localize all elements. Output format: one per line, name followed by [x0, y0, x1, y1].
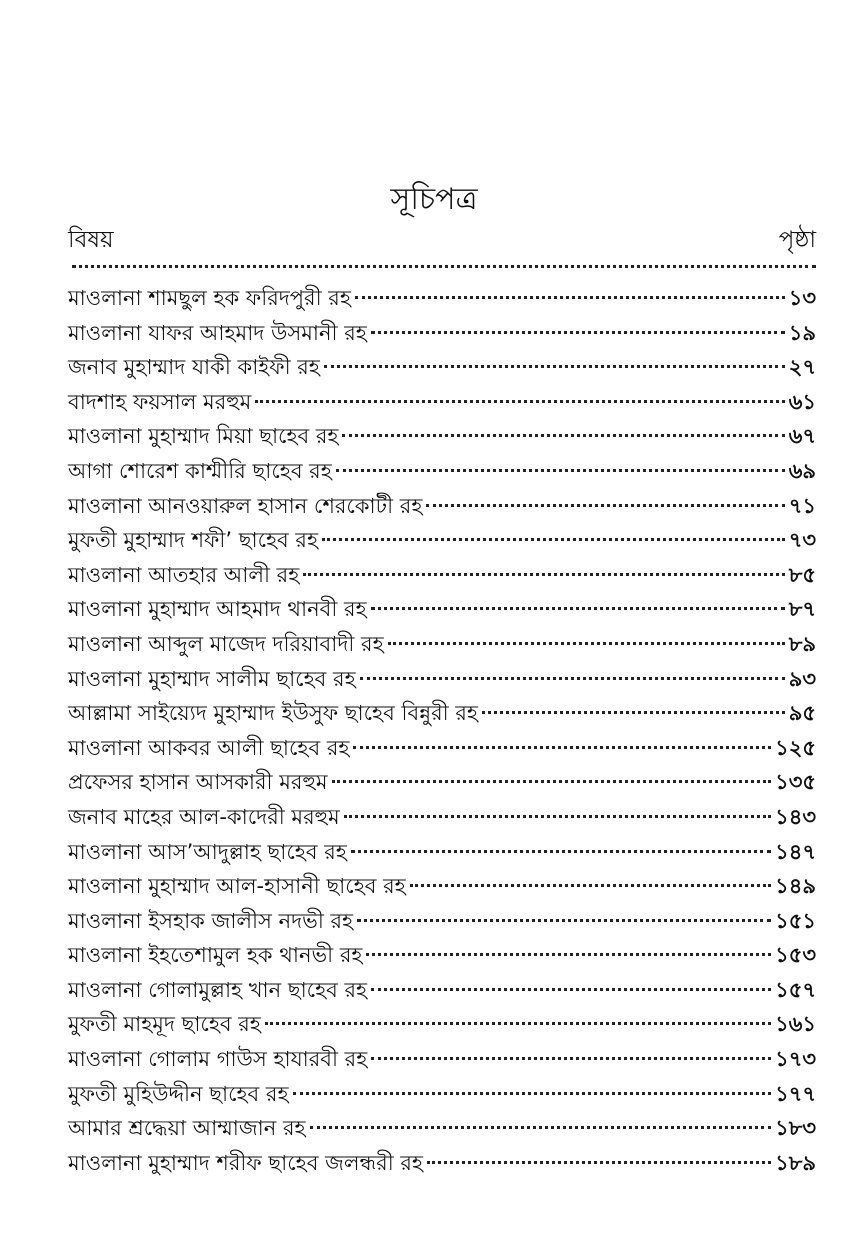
toc-entry-page-number: ৮৫ — [788, 562, 816, 587]
dot-leader — [255, 400, 784, 403]
dot-leader — [353, 746, 771, 749]
table-of-contents — [68, 281, 816, 1180]
toc-entry-title: আমার শ্রদ্ধেয়া আম্মাজান রহ — [68, 1116, 306, 1141]
toc-entry — [68, 523, 816, 558]
dot-leader — [342, 434, 784, 437]
toc-header — [68, 220, 816, 260]
toc-entry-page-number: ১৭৭ — [775, 1081, 816, 1106]
dot-leader — [293, 1092, 772, 1095]
toc-entry-page-number: ২৭ — [788, 355, 816, 380]
dot-leader — [427, 1161, 771, 1164]
toc-entry-title: মুফতী মুহিউদ্দীন ছাহেব রহ — [68, 1081, 289, 1106]
toc-entry-page-number: ৬৯ — [788, 458, 816, 483]
toc-entry-page-number: ১৪৯ — [775, 874, 816, 899]
toc-entry-page-number: ১৩ — [788, 286, 816, 310]
toc-entry — [68, 558, 816, 593]
toc-entry-title: মাওলানা শামছুল হক ফরিদপুরী রহ — [68, 286, 351, 310]
toc-entry-title: মাওলানা যাফর আহমাদ উসমানী রহ — [68, 320, 367, 345]
dot-leader — [310, 1126, 772, 1129]
toc-entry — [68, 627, 816, 662]
toc-entry — [68, 385, 816, 420]
toc-entry-title: মাওলানা মুহাম্মাদ আহমাদ থানবী রহ — [68, 597, 367, 622]
toc-entry-title: প্রফেসর হাসান আসকারী মরহুম — [68, 770, 328, 795]
toc-entry-page-number: ৮৭ — [788, 597, 816, 622]
toc-entry — [68, 800, 816, 835]
dot-leader — [357, 919, 771, 922]
toc-entry-title: মাওলানা গোলামুল্লাহ খান ছাহেব রহ — [68, 977, 368, 1002]
dot-leader — [303, 573, 784, 576]
toc-entry — [68, 1111, 816, 1146]
toc-entry-title: মাওলানা আব্দুল মাজেদ দরিয়াবাদী রহ — [68, 631, 384, 656]
dot-leader — [388, 642, 785, 645]
toc-entry-title: আল্লামা সাইয়্যেদ মুহাম্মাদ ইউসুফ ছাহেব বিন্নুরী রহ — [68, 701, 478, 726]
toc-entry — [68, 662, 816, 697]
page-title: সূচিপত্র — [390, 182, 478, 217]
toc-entry — [68, 1077, 816, 1112]
dot-leader — [324, 365, 785, 368]
toc-entry-page-number: ১৪৩ — [775, 804, 816, 829]
dot-leader — [371, 1057, 771, 1060]
subject-column-label: বিষয় — [68, 227, 114, 253]
toc-entry — [68, 904, 816, 939]
toc-entry-page-number: ৬১ — [788, 389, 816, 414]
toc-entry — [68, 938, 816, 973]
toc-entry — [68, 1146, 816, 1181]
toc-entry-page-number: ১৮৯ — [775, 1150, 816, 1175]
toc-entry-title: মাওলানা আনওয়ারুল হাসান শেরকোটী রহ — [68, 493, 423, 518]
toc-entry-title: মাওলানা গোলাম গাউস হাযারবী রহ — [68, 1047, 368, 1072]
toc-entry — [68, 489, 816, 524]
dot-leader — [336, 469, 785, 472]
dot-leader — [265, 1022, 771, 1025]
toc-entry — [68, 765, 816, 800]
toc-entry-page-number: ৮৯ — [788, 631, 816, 656]
toc-entry-page-number: ১৩৫ — [775, 770, 816, 795]
toc-entry-page-number: ৯৫ — [788, 701, 816, 726]
dot-leader — [482, 711, 785, 714]
dot-leader — [322, 538, 785, 541]
toc-entry-title: মাওলানা মুহাম্মাদ মিয়া ছাহেব রহ — [68, 424, 339, 449]
toc-entry-title: মুফতী মাহমূদ ছাহেব রহ — [68, 1012, 261, 1037]
toc-entry-page-number: ১৫৩ — [775, 943, 816, 968]
toc-entry — [68, 869, 816, 904]
toc-entry — [68, 731, 816, 766]
toc-entry-title: জনাব মাহের আল-কাদেরী মরহুম — [68, 804, 340, 829]
toc-entry-title: জনাব মুহাম্মাদ যাকী কাইফী রহ — [68, 355, 320, 380]
dot-leader — [371, 607, 785, 610]
dot-leader — [360, 677, 785, 680]
toc-entry-page-number: ৭৩ — [788, 528, 816, 553]
toc-entry-page-number: ১৮৩ — [775, 1116, 816, 1141]
toc-entry-page-number: ১৪৭ — [775, 839, 816, 864]
toc-entry — [68, 281, 816, 316]
toc-entry-title: মাওলানা আতহার আলী রহ — [68, 562, 300, 587]
toc-entry-page-number: ১৫৭ — [775, 977, 816, 1002]
toc-entry-title: মাওলানা আস’আদুল্লাহ ছাহেব রহ — [68, 839, 347, 864]
dot-leader — [344, 815, 771, 818]
toc-entry-title: মাওলানা আকবর আলী ছাহেব রহ — [68, 735, 350, 760]
toc-entry-page-number: ১৫১ — [775, 908, 816, 933]
toc-entry-title: মাওলানা মুহাম্মাদ শরীফ ছাহেব জলন্ধরী রহ — [68, 1150, 423, 1175]
toc-entry-title: মুফতী মুহাম্মাদ শফী’ ছাহেব রহ — [68, 528, 318, 553]
toc-entry-page-number: ১৭৩ — [775, 1047, 816, 1072]
dot-leader — [410, 884, 771, 887]
toc-entry-page-number: ৬৭ — [788, 424, 816, 449]
toc-entry — [68, 696, 816, 731]
toc-entry — [68, 1042, 816, 1077]
dot-leader — [371, 331, 785, 334]
toc-entry-page-number: ১২৫ — [775, 735, 816, 760]
dot-leader — [351, 850, 771, 853]
toc-entry — [68, 835, 816, 870]
dot-leader — [332, 780, 772, 783]
toc-entry — [68, 1007, 816, 1042]
toc-entry — [68, 316, 816, 351]
dot-leader — [426, 504, 784, 507]
toc-entry-page-number: ১৯ — [788, 320, 816, 345]
toc-entry-page-number: ৯৩ — [788, 666, 816, 691]
toc-entry-title: আগা শোরেশ কাশ্মীরি ছাহেব রহ — [68, 458, 332, 483]
toc-entry — [68, 592, 816, 627]
toc-entry — [68, 419, 816, 454]
toc-entry-title: মাওলানা মুহাম্মাদ সালীম ছাহেব রহ — [68, 666, 356, 691]
toc-entry-title: মাওলানা মুহাম্মাদ আল-হাসানী ছাহেব রহ — [68, 874, 406, 899]
page-column-label: পৃষ্ঠা — [778, 227, 816, 253]
dot-leader — [371, 988, 771, 991]
dot-leader — [366, 953, 771, 956]
toc-entry-title: মাওলানা ইহতেশামুল হক থানভী রহ — [68, 943, 363, 968]
toc-entry — [68, 973, 816, 1008]
toc-entry-title: মাওলানা ইসহাক জালীস নদভী রহ — [68, 908, 354, 933]
header-divider — [72, 260, 816, 268]
toc-entry-title: বাদশাহ ফয়সাল মরহুম — [68, 389, 252, 414]
dot-leader — [355, 296, 785, 299]
toc-entry — [68, 454, 816, 489]
toc-entry — [68, 350, 816, 385]
toc-entry-page-number: ৭১ — [788, 493, 816, 518]
toc-entry-page-number: ১৬১ — [775, 1012, 816, 1037]
